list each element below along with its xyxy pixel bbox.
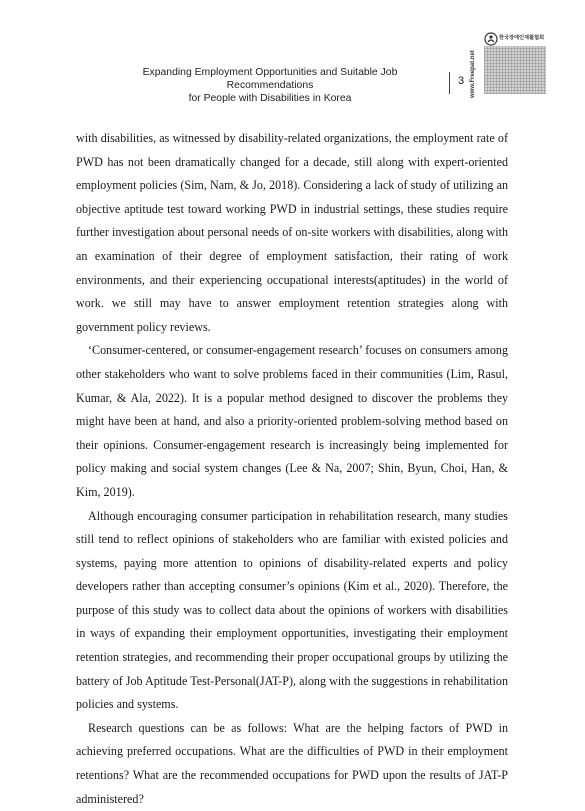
body-text [76,127,508,811]
running-title-line-2: for People with Disabilities in Korea [188,93,352,104]
running-header [0,0,585,104]
paragraph: ‘Consumer-centered, or consumer-engagement research’ focuses on consumers among other stakeholders who want to solve problems faced in their communities (Lim, Rasul, Kumar, & Ala, 2022). It is a popular method designed to discover the problems they might have been at hand, and also a priority-oriented problem-solving method based on their opinions. Consumer-engagement research is increasingly being implemented for policy making and social system changes (Lee & Na, 2007; Shin, Byun, Choi, Han, & Kim, 2019). [76,343,508,499]
publisher-url-vertical: www.Freepat.net [470,50,476,98]
logo-watermark-pattern [484,46,546,94]
publisher-logo [484,32,546,94]
header-divider [449,72,450,94]
running-title-line-1: Expanding Employment Opportunities and Suitable Job Recommendations [142,67,398,91]
logo-text: 한국장애인재활협회 [499,35,545,41]
logo-emblem-icon [484,32,498,46]
paragraph: with disabilities, as witnessed by disability-related organizations, the employment rate of PWD has not been dramatically changed for a decade, still along with expert-oriented employment policies (Sim, Nam, & Jo, 2018). Considering a lack of study of utilizing an objective aptitude test toward working PWD in industrial settings, these studies require further investigation about personal needs of on-site workers with disabilities, along with an examination of their degree of employment satisfaction, their rating of work environments, and their experiencing occupational interests(aptitudes) in the world of work. we still may have to answer employment retention strategies along with government policy reviews. [76,131,508,334]
paragraph: Although encouraging consumer participation in rehabilitation research, many studies still tend to reflect opinions of stakeholders who are familiar with existed policies and systems, paying more attention to opinions of disability-related experts and policy developers rather than accepting consumer’s opinions (Kim et al., 2020). Therefore, the purpose of this study was to collect data about the opinions of workers with disabilities in ways of expanding their employment opportunities, investigating their employment retention strategies, and recommending their proper occupational groups by utilizing the battery of Job Aptitude Test-Personal(JAT-P), along with the suggestions in rehabilitation policies and systems. [76,508,508,712]
running-title [100,66,440,105]
paragraph: Research questions can be as follows: What are the helping factors of PWD in achieving preferred occupations. What are the difficulties of PWD in their employment retentions? What are the recommended occupations for PWD upon the results of JAT-P administered? [76,720,508,806]
page-number: 3 [458,75,465,87]
